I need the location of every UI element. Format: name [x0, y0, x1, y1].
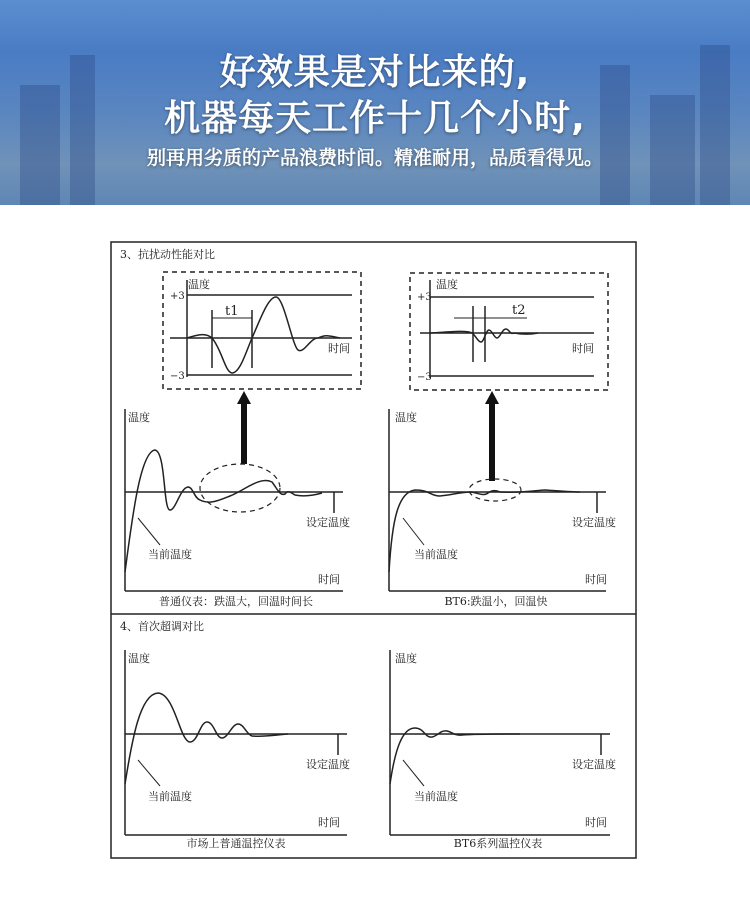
label: 时间 [318, 573, 340, 586]
left-inset [163, 272, 361, 389]
label: 设定温度 [572, 758, 616, 771]
graph-overshoot-standard [125, 650, 350, 850]
inset-minus3: −3 [170, 371, 185, 382]
label: 设定温度 [306, 516, 350, 529]
section4-title: 4、首次超调对比 [120, 620, 204, 633]
right-inset [410, 273, 608, 390]
label: 时间 [585, 816, 607, 829]
label: 时间 [585, 573, 607, 586]
label: t2 [512, 303, 526, 318]
graph-disturbance-bt6 [389, 409, 616, 608]
label: 时间 [318, 816, 340, 829]
label: 温度 [128, 652, 150, 665]
caption: BT6系列温控仪表 [453, 837, 543, 850]
label: 温度 [395, 652, 417, 665]
inset-plus3: +3 [170, 291, 185, 302]
label: 时间 [572, 342, 594, 355]
graph-overshoot-bt6 [390, 650, 616, 850]
label: −3 [417, 372, 432, 383]
label: 设定温度 [306, 758, 350, 771]
label: 当前温度 [148, 548, 192, 561]
banner-headline-1: 好效果是对比来的, [219, 52, 531, 93]
label: 当前温度 [414, 790, 458, 803]
caption: BT6:跌温小，回温快 [444, 595, 548, 608]
zoom-arrow-left [237, 391, 251, 464]
label: +3 [417, 292, 432, 303]
label: 当前温度 [414, 548, 458, 561]
label: 温度 [395, 411, 417, 424]
section3-title: 3、抗扰动性能对比 [120, 248, 215, 261]
inset-xlabel: 时间 [328, 342, 350, 355]
banner-subtitle: 别再用劣质的产品浪费时间。精准耐用，品质看得见。 [146, 147, 603, 169]
zoom-arrow-right [485, 391, 499, 481]
label: 温度 [128, 411, 150, 424]
caption: 市场上普通温控仪表 [186, 837, 286, 850]
label: 设定温度 [572, 516, 616, 529]
graph-disturbance-standard [125, 409, 350, 608]
interval-label: t1 [225, 304, 239, 319]
label: 当前温度 [148, 790, 192, 803]
inset-ylabel: 温度 [188, 278, 210, 291]
banner-headline-2: 机器每天工作十几个小时, [164, 98, 586, 139]
label: 温度 [436, 278, 458, 291]
caption: 普通仪表：跌温大，回温时间长 [159, 595, 313, 608]
